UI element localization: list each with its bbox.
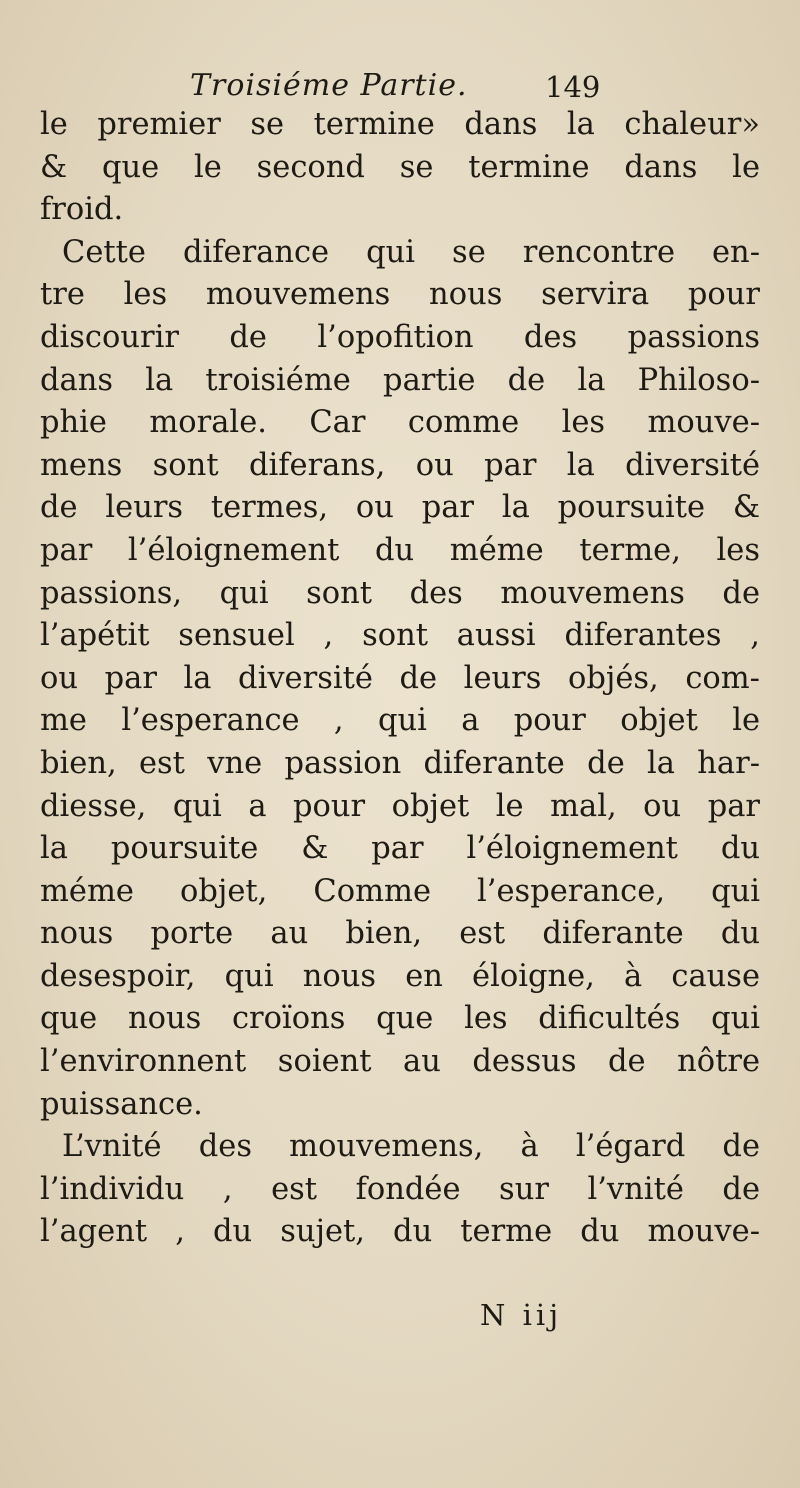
text-line: que nous croïons que les dificultés qui bbox=[40, 1001, 760, 1037]
text-line: & que le second se termine dans le bbox=[40, 149, 760, 185]
text-line: passions, qui sont des mouvemens de bbox=[40, 575, 760, 611]
signature-mark: N iij bbox=[480, 1298, 563, 1332]
text-line: mens sont diferans, ou par la diversité bbox=[40, 447, 760, 483]
page-number: 149 bbox=[545, 70, 601, 104]
text-line: l’apétit sensuel , sont aussi diferantes , bbox=[40, 618, 760, 654]
text-line: phie morale. Car comme les mouve- bbox=[40, 405, 760, 441]
text-line: la poursuite & par l’éloignement du bbox=[40, 831, 760, 867]
text-line: puissance. bbox=[40, 1086, 203, 1122]
text-line: l’individu , est fondée sur l’vnité de bbox=[40, 1171, 760, 1207]
text-line: desespoir, qui nous en éloigne, à cause bbox=[40, 958, 760, 994]
text-line: tre les mouvemens nous servira pour bbox=[40, 277, 760, 313]
text-line: ou par la diversité de leurs objés, com- bbox=[40, 660, 760, 696]
running-head bbox=[190, 68, 750, 108]
paragraph-start-line: Cette diferance qui se rencontre en- bbox=[62, 234, 760, 270]
text-line: bien, est vne passion diferante de la har- bbox=[40, 745, 760, 781]
text-line: l’environnent soient au dessus de nôtre bbox=[40, 1044, 760, 1080]
body-text bbox=[40, 104, 760, 1254]
running-title: Troisiéme Partie. bbox=[190, 68, 468, 103]
text-line: de leurs termes, ou par la poursuite & bbox=[40, 490, 760, 526]
text-line: le premier se termine dans la chaleur» bbox=[40, 107, 760, 142]
text-line: dans la troisiéme partie de la Philoso- bbox=[40, 362, 760, 398]
text-line: méme objet, Comme l’esperance, qui bbox=[40, 873, 760, 909]
text-line: diesse, qui a pour objet le mal, ou par bbox=[40, 788, 760, 824]
text-line: par l’éloignement du méme terme, les bbox=[40, 532, 760, 568]
text-line: froid. bbox=[40, 192, 124, 228]
text-line: nous porte au bien, est diferante du bbox=[40, 916, 760, 952]
text-line: discourir de l’opofition des passions bbox=[40, 319, 760, 355]
text-line: me l’esperance , qui a pour objet le bbox=[40, 703, 760, 739]
text-line: l’agent , du sujet, du terme du mouve- bbox=[40, 1214, 760, 1250]
paragraph-start-line: L’vnité des mouvemens, à l’égard de bbox=[62, 1129, 760, 1165]
